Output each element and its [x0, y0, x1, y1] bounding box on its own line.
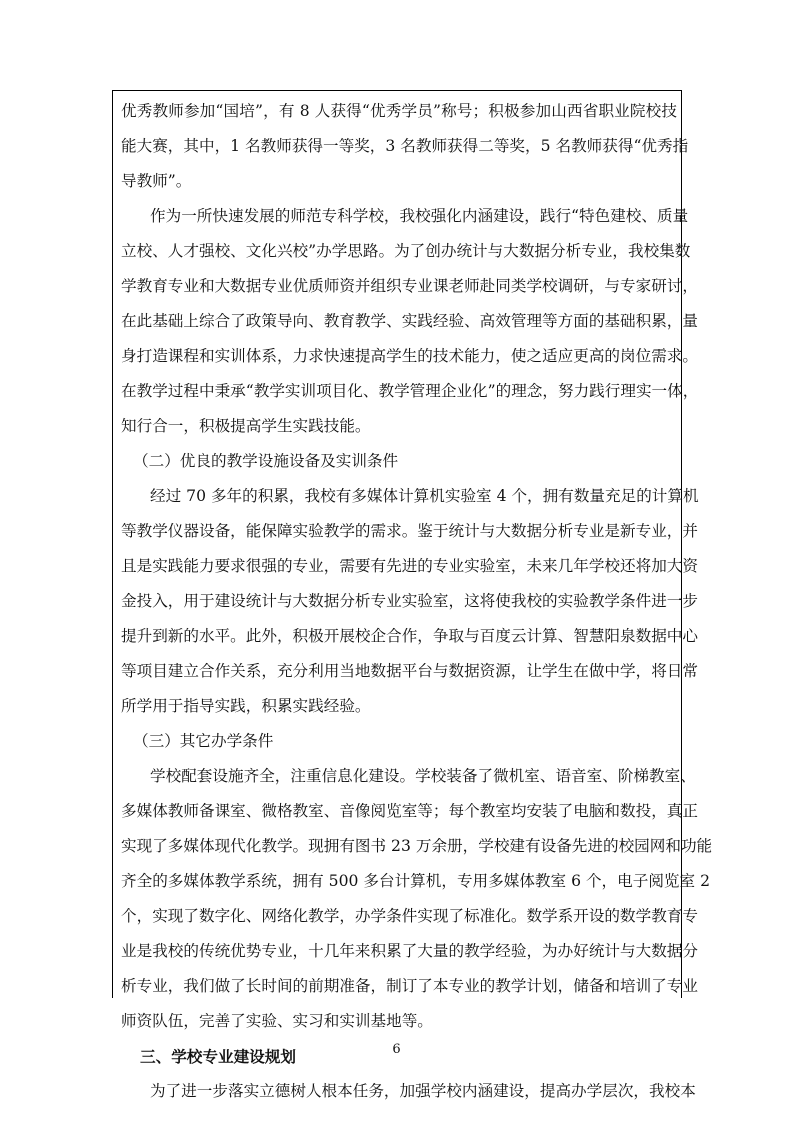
paragraph-line: 等项目建立合作关系，充分利用当地数据平台与数据资源，让学生在做中学，将日常: [121, 662, 698, 680]
paragraph-line: 作为一所快速发展的师范专科学校，我校强化内涵建设，践行“特色建校、质量: [150, 207, 689, 225]
paragraph-line: 业是我校的传统优势专业，十几年来积累了大量的教学经验，为办好统计与大数据分: [121, 942, 698, 960]
paragraph-line: 能大赛，其中，1 名教师获得一等奖，3 名教师获得二等奖，5 名教师获得“优秀指: [121, 137, 689, 155]
paragraph-line: 立校、人才强校、文化兴校”办学思路。为了创办统计与大数据分析专业，我校集数: [121, 242, 691, 260]
paragraph-line: 且是实践能力要求很强的专业，需要有先进的专业实验室，未来几年学校还将加大资: [121, 557, 698, 575]
paragraph-line: 在此基础上综合了政策导向、教育教学、实践经验、高效管理等方面的基础积累，量: [121, 312, 698, 330]
chapter-heading: 三、学校专业建设规划: [140, 1047, 296, 1066]
section-heading: （二）优良的教学设施设备及实训条件: [133, 452, 399, 470]
paragraph-line: 导教师”。: [121, 172, 192, 190]
paragraph-line: 所学用于指导实践，积累实践经验。: [121, 697, 371, 715]
paragraph-line: 为了进一步落实立德树人根本任务，加强学校内涵建设，提高办学层次，我校本: [150, 1082, 696, 1100]
paragraph-line: 等教学仪器设备，能保障实验教学的需求。鉴于统计与大数据分析专业是新专业，并: [121, 522, 698, 540]
paragraph-line: 学教育专业和大数据专业优质师资并组织专业课老师赴同类学校调研，与专家研讨，: [121, 277, 698, 295]
paragraph-line: 析专业，我们做了长时间的前期准备，制订了本专业的教学计划，储备和培训了专业: [121, 977, 698, 995]
paragraph-line: 提升到新的水平。此外，积极开展校企合作，争取与百度云计算、智慧阳泉数据中心: [121, 627, 698, 645]
paragraph-line: 经过 70 多年的积累，我校有多媒体计算机实验室 4 个，拥有数量充足的计算机: [150, 487, 699, 505]
page-number: 6: [392, 1042, 401, 1057]
section-heading: （三）其它办学条件: [133, 732, 274, 750]
paragraph-line: 知行合一，积极提高学生实践技能。: [121, 417, 371, 435]
paragraph-line: 个，实现了数字化、网络化教学，办学条件实现了标准化。数学系开设的数学教育专: [121, 907, 698, 925]
paragraph-line: 实现了多媒体现代化教学。现拥有图书 23 万余册，学校建有设备先进的校园网和功能: [121, 837, 713, 855]
paragraph-line: 身打造课程和实训体系，力求快速提高学生的技术能力，使之适应更高的岗位需求。: [121, 347, 698, 365]
paragraph-line: 学校配套设施齐全，注重信息化建设。学校装备了微机室、语音室、阶梯教室、: [150, 767, 696, 785]
paragraph-line: 多媒体教师备课室、微格教室、音像阅览室等；每个教室均安装了电脑和数投，真正: [121, 802, 698, 820]
paragraph-line: 优秀教师参加“国培”，有 8 人获得“优秀学员”称号；积极参加山西省职业院校技: [121, 102, 677, 120]
paragraph-line: 齐全的多媒体教学系统，拥有 500 多台计算机，专用多媒体教室 6 个，电子阅览室 2: [121, 872, 710, 890]
paragraph-line: 金投入，用于建设统计与大数据分析专业实验室，这将使我校的实验教学条件进一步: [121, 592, 698, 610]
paragraph-line: 师资队伍，完善了实验、实习和实训基地等。: [121, 1012, 433, 1030]
document-body: [121, 94, 713, 1109]
paragraph-line: 在教学过程中秉承“教学实训项目化、教学管理企业化”的理念，努力践行理实一体，: [121, 382, 699, 400]
